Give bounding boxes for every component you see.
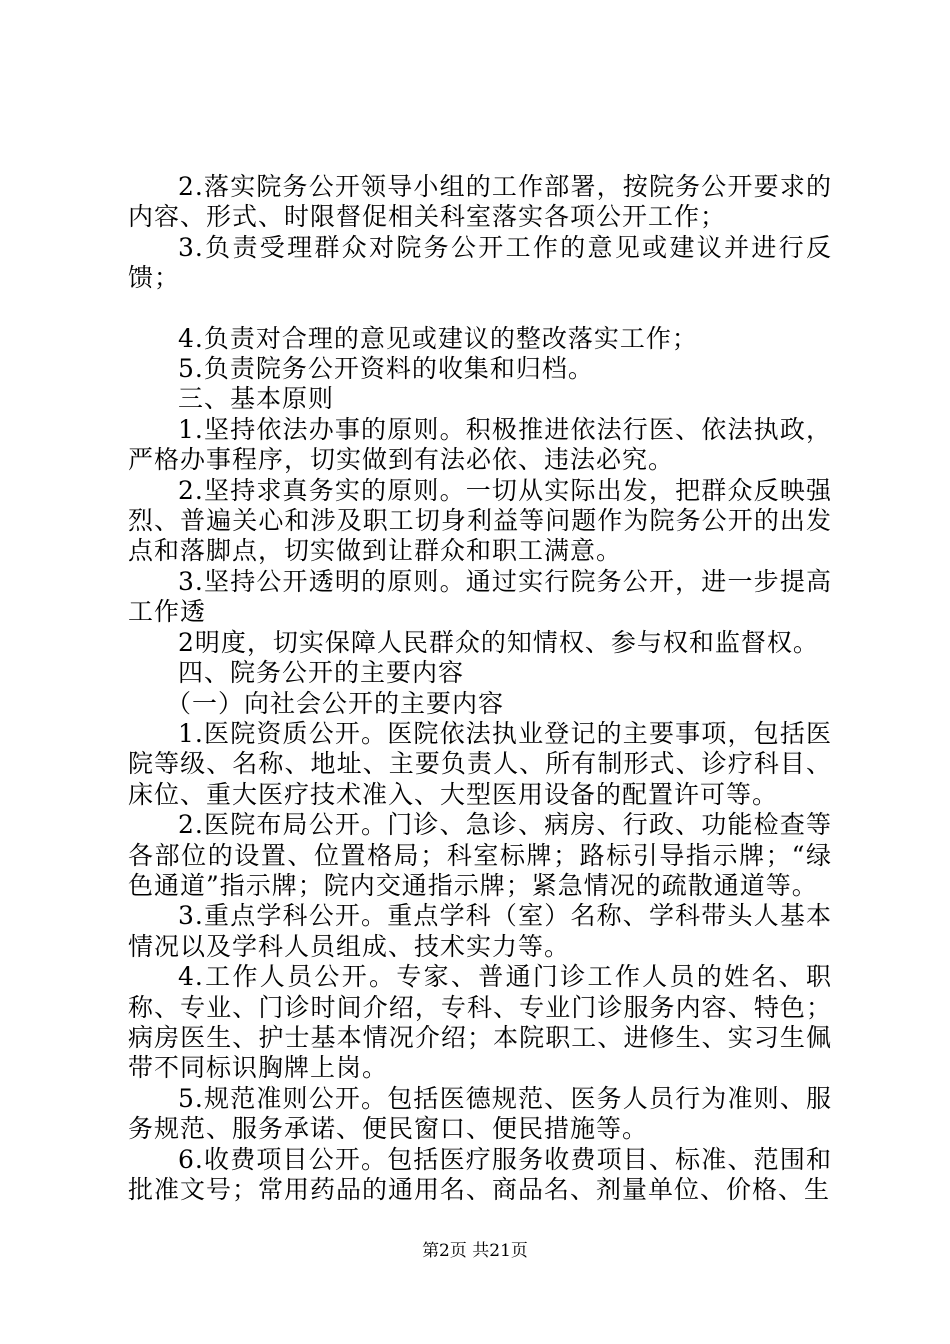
- paragraph: 3.负责受理群众对院务公开工作的意见或建议并进行反馈；: [128, 232, 832, 293]
- paragraph: 3.坚持公开透明的原则。通过实行院务公开，进一步提高工作透: [128, 566, 832, 627]
- paragraph: 4.负责对合理的意见或建议的整改落实工作；: [178, 323, 698, 353]
- paragraph: 四、院务公开的主要内容: [178, 658, 465, 688]
- paragraph: 1.医院资质公开。医院依法执业登记的主要事项，包括医院等级、名称、地址、主要负责人、所有制形式、诊疗科目、床位、重大医疗技术准入、大型医用设备的配置许可等。: [128, 718, 832, 809]
- paragraph: 2明度，切实保障人民群众的知情权、参与权和监督权。: [178, 627, 819, 657]
- paragraph: 5.规范准则公开。包括医德规范、医务人员行为准则、服务规范、服务承诺、便民窗口、便民措施等。: [128, 1083, 832, 1144]
- document-body: [128, 172, 832, 1205]
- paragraph: （一）向社会公开的主要内容: [166, 688, 505, 718]
- paragraph: 1.坚持依法办事的原则。积极推进依法行医、依法执政，严格办事程序，切实做到有法必依、违法必究。: [128, 414, 832, 475]
- paragraph: 5.负责院务公开资料的收集和归档。: [178, 354, 594, 384]
- paragraph: 4.工作人员公开。专家、普通门诊工作人员的姓名、职称、专业、门诊时间介绍，专科、专业门诊服务内容、特色；病房医生、护士基本情况介绍；本院职工、进修生、实习生佩带不同标识胸牌上岗。: [128, 962, 832, 1083]
- page-footer: 第2页 共21页: [422, 1241, 528, 1261]
- paragraph: 2.落实院务公开领导小组的工作部署，按院务公开要求的内容、形式、时限督促相关科室落实各项公开工作；: [128, 172, 832, 232]
- paragraph: 2.医院布局公开。门诊、急诊、病房、行政、功能检查等各部位的设置、位置格局；科室标牌；路标引导指示牌；“绿色通道”指示牌；院内交通指示牌；紧急情况的疏散通道等。: [128, 810, 832, 900]
- paragraph: 6.收费项目公开。包括医疗服务收费项目、标准、范围和批准文号；常用药品的通用名、商品名、剂量单位、价格、生: [128, 1144, 832, 1204]
- paragraph: 三、基本原则: [178, 384, 335, 414]
- paragraph: 3.重点学科公开。重点学科（室）名称、学科带头人基本情况以及学科人员组成、技术实力等。: [128, 901, 832, 961]
- paragraph: 2.坚持求真务实的原则。一切从实际出发，把群众反映强烈、普遍关心和涉及职工切身利益等问题作为院务公开的出发点和落脚点，切实做到让群众和职工满意。: [128, 475, 832, 566]
